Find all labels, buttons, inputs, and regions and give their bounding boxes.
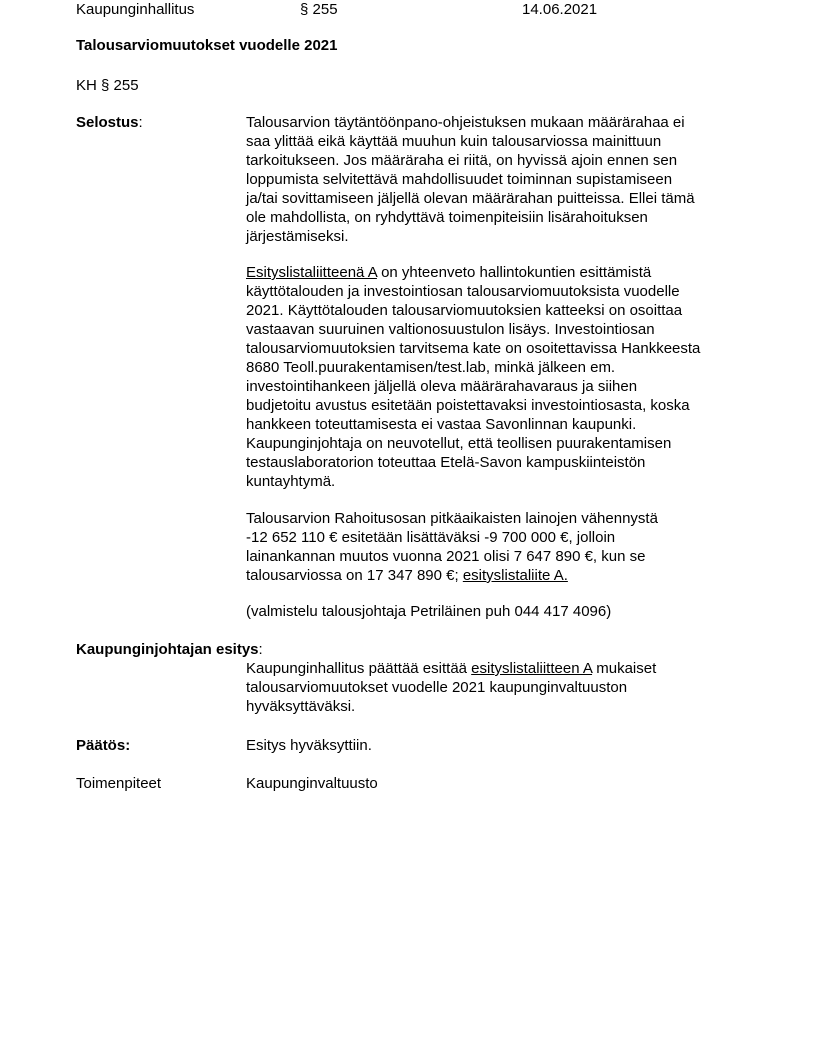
paragraph-line: budjetoitu avustus esitetään poistettavaksi investointiosasta, koska [246, 397, 690, 414]
decision-text: Esitys hyväksyttiin. [246, 737, 372, 754]
paragraph-line: Esityslistaliitteenä A on yhteenveto hallintokuntien esittämistä [246, 264, 652, 281]
paragraph-line: ole mahdollista, on ryhdyttävä toimenpiteisiin lisärahoituksen [246, 209, 648, 226]
attachment-a-link[interactable]: Esityslistaliitteenä A [246, 264, 377, 281]
section-reference: KH § 255 [76, 77, 139, 94]
paragraph-line: investointihankeen jäljellä oleva määrärahavaraus ja siihen [246, 378, 638, 395]
preparer-note: (valmistelu talousjohtaja Petriläinen puh 044 417 4096) [246, 603, 612, 620]
paragraph-line: hyväksyttäväksi. [246, 698, 356, 715]
actions-text: Kaupunginvaltuusto [246, 775, 378, 792]
paragraph-line: Kaupunginjohtaja on neuvotellut, että teollisen puurakentamisen [246, 435, 672, 452]
paragraph-line: talousarviossa on 17 347 890 €; esityslistaliite A. [246, 567, 568, 584]
paragraph-line: Talousarvion Rahoitusosan pitkäaikaisten lainojen vähennystä [246, 510, 658, 527]
header-body: Kaupunginhallitus [76, 1, 195, 18]
document-title: Talousarviomuutokset vuodelle 2021 [76, 37, 338, 54]
paragraph-line: saa ylittää eikä käyttää muuhun kuin talousarviossa mainittuun [246, 133, 662, 150]
header-date: 14.06.2021 [522, 1, 598, 18]
attachment-a-link[interactable]: esityslistaliitteen A [471, 660, 593, 677]
paragraph-line: talousarviomuutokset vuodelle 2021 kaupunginvaltuuston [246, 679, 628, 696]
paragraph-line: loppumista selvitettävä mahdollisuudet toiminnan supistamiseen [246, 171, 673, 188]
paragraph-line: ja/tai sovittamiseen jäljellä olevan määrärahan puitteissa. Ellei tämä [246, 190, 695, 207]
paragraph-line: -12 652 110 € esitetään lisättäväksi -9 700 000 €, jolloin [246, 529, 616, 546]
paragraph-line: talousarviomuutoksien tarvitsema kate on osoitettavissa Hankkeesta [246, 340, 701, 357]
paragraph-line: järjestämiseksi. [246, 228, 349, 245]
paragraph-line: hankkeen toteuttamisesta ei vastaa Savonlinnan kaupunki. [246, 416, 637, 433]
actions-label: Toimenpiteet [76, 775, 162, 792]
attachment-a-link[interactable]: esityslistaliite A. [462, 567, 568, 584]
paragraph-line: vastaavan suuruinen valtionosuustulon lisäys. Investointiosan [246, 321, 655, 338]
paragraph-line: tarkoitukseen. Jos määräraha ei riitä, on hyvissä ajoin ennen sen [246, 152, 678, 169]
paragraph-line: kuntayhtymä. [246, 473, 336, 490]
paragraph-line: Talousarvion täytäntöönpano-ohjeistuksen mukaan määrärahaa ei [246, 114, 685, 131]
paragraph-line: testauslaboratorion toteuttaa Etelä-Savon kampuskiinteistön [246, 454, 646, 471]
header-section: § 255 [300, 1, 338, 18]
paragraph-line: lainankannan muutos vuonna 2021 olisi 7 647 890 €, kun se [246, 548, 646, 565]
paragraph-line: 8680 Teoll.puurakentamisen/test.lab, minkä jälkeen em. [246, 359, 616, 376]
proposal-label: Kaupunginjohtajan esitys: [76, 641, 263, 658]
paragraph-line: 2021. Käyttötalouden talousarviomuutoksien katteeksi on osoittaa [246, 302, 683, 319]
decision-label: Päätös: [76, 737, 131, 754]
selostus-label: Selostus: [76, 114, 143, 131]
paragraph-line: käyttötalouden ja investointiosan talousarviomuutoksista vuodelle [246, 283, 680, 300]
paragraph-line: Kaupunginhallitus päättää esittää esityslistaliitteen A mukaiset [246, 660, 657, 677]
